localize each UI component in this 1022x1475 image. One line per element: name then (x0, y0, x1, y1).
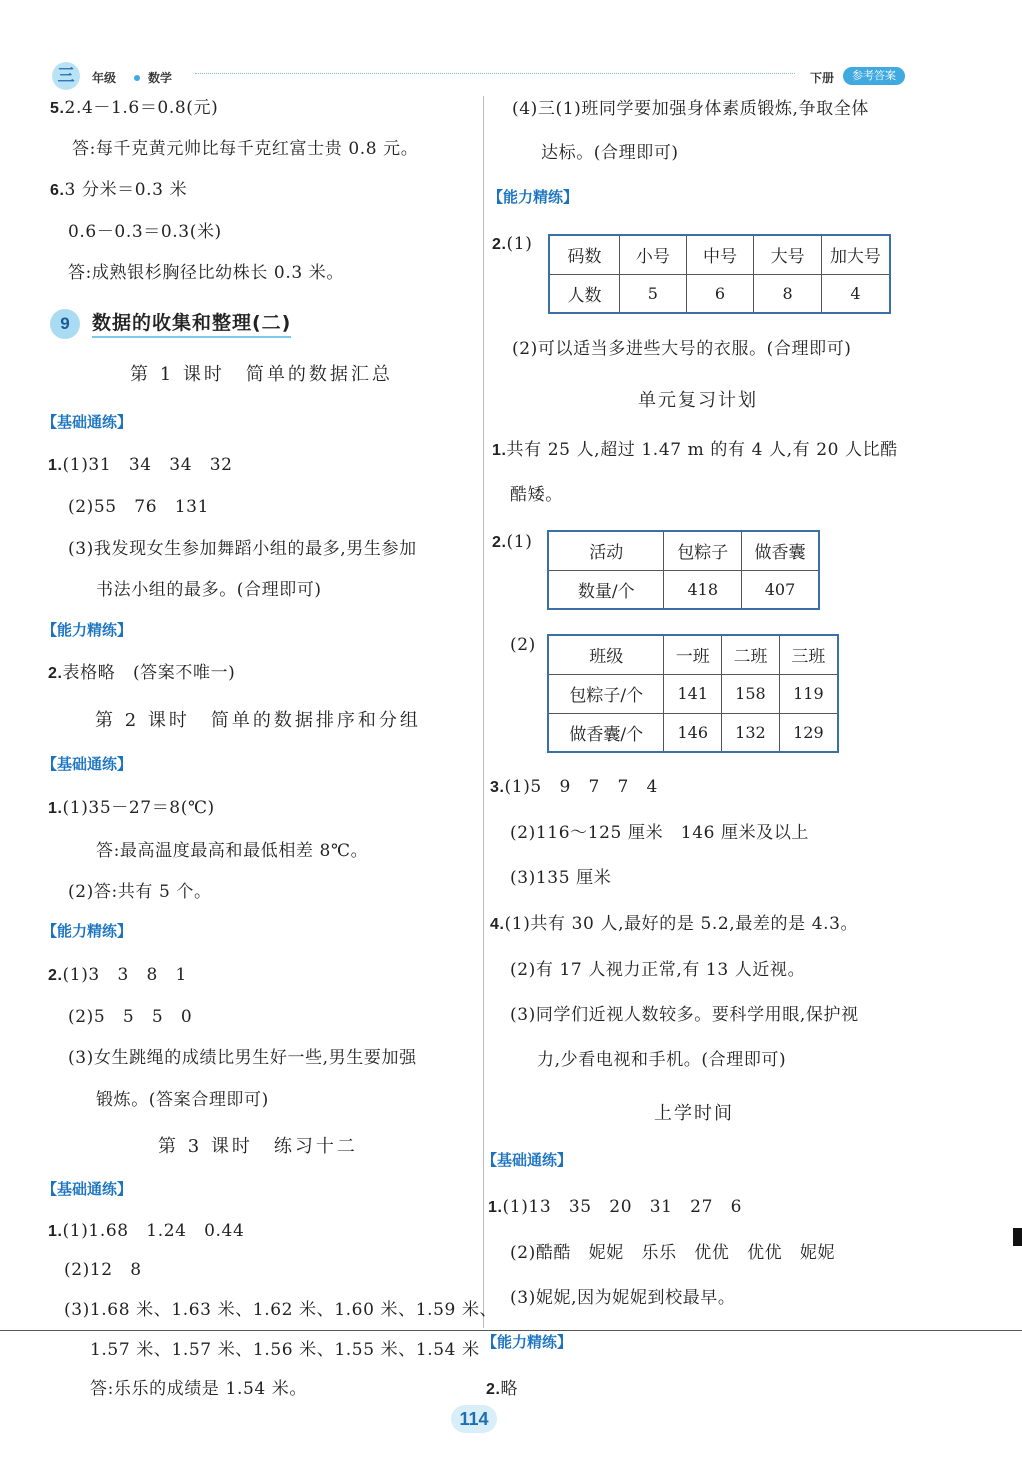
class-value-cell: 132 (722, 713, 780, 752)
section-number: 9 (50, 309, 80, 339)
class-value-cell: 158 (722, 674, 780, 713)
rv-q1-line1: 1.共有 25 人,超过 1.47 m 的有 4 人,有 20 人比酷 (492, 440, 898, 460)
class-row-label: 做香囊/个 (548, 713, 664, 752)
rv-q4-b: (2)有 17 人视力正常,有 13 人近视。 (510, 960, 806, 980)
l3-q1-c2: 1.57 米、1.57 米、1.56 米、1.55 米、1.54 米 (90, 1340, 480, 1360)
rv-q2-part1: 2.(1) (492, 532, 533, 552)
school-time-title: 上学时间 (654, 1103, 734, 1124)
basic-practice-tag: 【 基础通练 】 (42, 753, 132, 775)
st-q1-b: (2)酷酷 妮妮 乐乐 优优 优优 妮妮 (510, 1243, 836, 1263)
column-divider (483, 96, 484, 1328)
q5-line1: 5.2.4－1.6＝0.8(元) (50, 98, 219, 118)
st-q1-c: (3)妮妮,因为妮妮到校最早。 (510, 1288, 736, 1308)
basic-practice-tag: 【 基础通练 】 (42, 1178, 132, 1200)
ability-practice-tag: 【 能力精练 】 (42, 619, 132, 641)
rv-q3-a: 3.(1)5 9 7 7 4 (490, 777, 658, 797)
activity-value-cell: 407 (741, 570, 819, 609)
grade-label: 年级 (92, 71, 117, 85)
activity-value-cell: 418 (664, 570, 741, 609)
header-dot (134, 75, 140, 81)
activity-table (547, 530, 820, 610)
q6-line3: 答:成熟银杉胸径比幼株长 0.3 米。 (68, 263, 344, 283)
activity-header-cell: 做香囊 (741, 531, 819, 570)
section-title: 数据的收集和整理(二) (92, 308, 291, 338)
review-title: 单元复习计划 (638, 390, 758, 411)
class-value-cell: 146 (664, 713, 722, 752)
size-header-cell: 中号 (686, 235, 754, 274)
size-header-cell: 小号 (620, 235, 687, 274)
l2-q1-a: 1.(1)35－27＝8(℃) (48, 798, 215, 818)
l2-q2-a: 2.(1)3 3 8 1 (48, 965, 187, 985)
size-header-cell: 码数 (549, 235, 620, 274)
rv-q3-c: (3)135 厘米 (510, 868, 612, 888)
class-table (547, 634, 839, 753)
st-q2: 2.略 (486, 1379, 519, 1399)
rv-q4-c2: 力,少看电视和手机。(合理即可) (537, 1050, 787, 1070)
class-row-label: 包粽子/个 (548, 674, 664, 713)
class-header-cell: 班级 (548, 635, 664, 674)
l1-q1-a: 1.(1)31 34 34 32 (48, 455, 233, 475)
edge-mark (1013, 1228, 1022, 1246)
ability-practice-tag: 【 能力精练 】 (488, 186, 578, 208)
l1-q1-c2: 书法小组的最多。(合理即可) (96, 580, 322, 600)
rv-q3-b: (2)116～125 厘米 146 厘米及以上 (510, 823, 810, 843)
rv-q4-c1: (3)同学们近视人数较多。要科学用眼,保护视 (510, 1005, 859, 1025)
l2-q2-b: (2)5 5 5 0 (68, 1007, 193, 1027)
activity-header-cell: 包粽子 (664, 531, 741, 570)
lesson2-title: 第 2 课时 简单的数据排序和分组 (95, 710, 421, 731)
bottom-rule (0, 1330, 1022, 1331)
volume-label: 下册 (810, 71, 835, 85)
size-value-cell: 6 (686, 274, 754, 313)
basic-practice-tag: 【 基础通练 】 (42, 411, 132, 433)
rv-q1-line2: 酷矮。 (510, 485, 563, 505)
size-header-cell: 大号 (754, 235, 822, 274)
l2-q1-b: 答:最高温度最高和最低相差 8℃。 (96, 841, 369, 861)
subject-label: 数学 (148, 71, 173, 85)
class-header-cell: 一班 (664, 635, 722, 674)
rv-q4-a: 4.(1)共有 30 人,最好的是 5.2,最差的是 4.3。 (490, 914, 859, 934)
lesson1-title: 第 1 课时 简单的数据汇总 (130, 364, 393, 385)
r4-line2: 达标。(合理即可) (541, 143, 679, 163)
answer-badge: 参考答案 (843, 67, 905, 85)
l3-q1-a: 1.(1)1.68 1.24 0.44 (48, 1221, 245, 1241)
q6-line2: 0.6－0.3＝0.3(米) (68, 222, 222, 242)
st-q1-a: 1.(1)13 35 20 31 27 6 (488, 1197, 743, 1217)
l3-q1-b: (2)12 8 (64, 1260, 142, 1280)
class-value-cell: 129 (779, 713, 838, 752)
class-value-cell: 119 (779, 674, 838, 713)
class-header-cell: 三班 (779, 635, 838, 674)
l1-q1-b: (2)55 76 131 (68, 497, 209, 517)
basic-practice-tag: 【 基础通练 】 (482, 1149, 572, 1171)
l1-q1-c1: (3)我发现女生参加舞蹈小组的最多,男生参加 (68, 539, 417, 559)
size-value-cell: 4 (821, 274, 890, 313)
grade-badge: 三 (52, 62, 80, 90)
size-value-cell: 8 (754, 274, 822, 313)
class-header-cell: 二班 (722, 635, 780, 674)
r-q2-part1: 2.(1) (492, 234, 533, 254)
ability-practice-tag: 【 能力精练 】 (42, 920, 132, 942)
ability-practice-tag: 【 能力精练 】 (482, 1331, 572, 1353)
size-row-label: 人数 (549, 274, 620, 313)
size-value-cell: 5 (620, 274, 687, 313)
class-value-cell: 141 (664, 674, 722, 713)
lesson3-title: 第 3 课时 练习十二 (158, 1136, 358, 1157)
r-q2-part2: (2)可以适当多进些大号的衣服。(合理即可) (512, 339, 852, 359)
l2-q1-c: (2)答:共有 5 个。 (68, 882, 212, 902)
activity-header-cell: 活动 (548, 531, 664, 570)
rv-q2-part2: (2) (510, 635, 536, 655)
l2-q2-c2: 锻炼。(答案合理即可) (96, 1090, 269, 1110)
q6-line1: 6.3 分米＝0.3 米 (50, 180, 188, 200)
l2-q2-c1: (3)女生跳绳的成绩比男生好一些,男生要加强 (68, 1048, 417, 1068)
l3-q1-d: 答:乐乐的成绩是 1.54 米。 (90, 1379, 307, 1399)
l1-q2: 2.表格略 (答案不唯一) (48, 663, 236, 683)
r4-line1: (4)三(1)班同学要加强身体素质锻炼,争取全体 (512, 99, 869, 119)
activity-row-label: 数量/个 (548, 570, 664, 609)
size-header-cell: 加大号 (821, 235, 890, 274)
page-number: 114 (451, 1405, 497, 1433)
l3-q1-c1: (3)1.68 米、1.63 米、1.62 米、1.60 米、1.59 米、 (64, 1300, 498, 1320)
header-rule (195, 73, 795, 74)
q5-line2: 答:每千克黄元帅比每千克红富士贵 0.8 元。 (72, 139, 419, 159)
size-table (548, 234, 891, 314)
